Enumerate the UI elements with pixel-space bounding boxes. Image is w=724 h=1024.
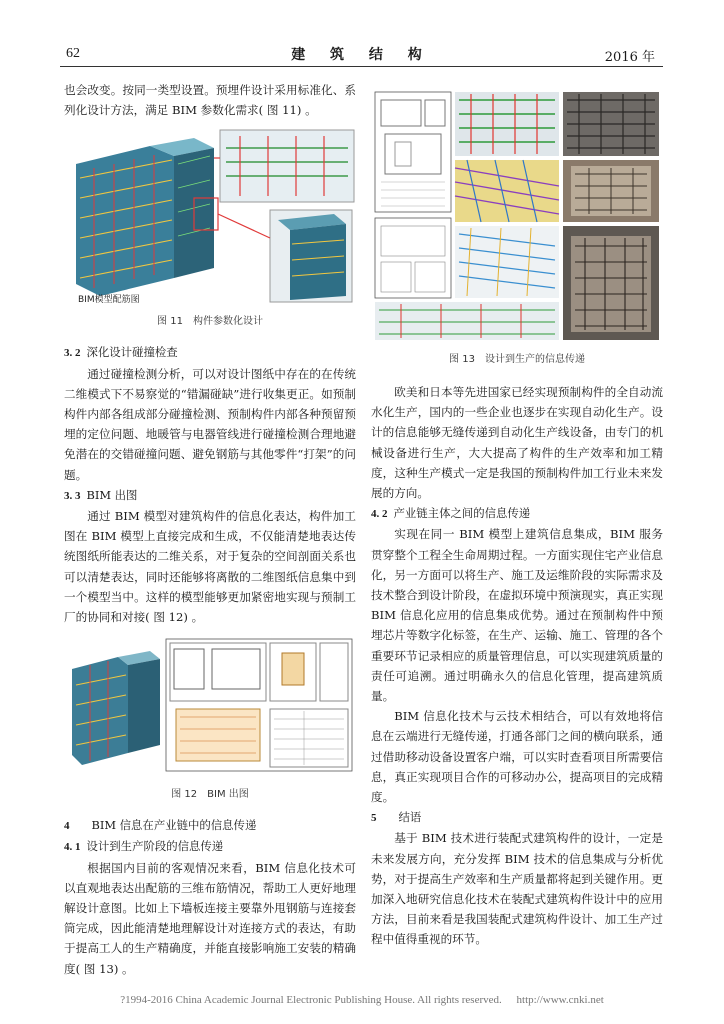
figure-11-image [64, 128, 356, 306]
copyright-notice: ?1994-2016 China Academic Journal Electronic Publishing House. All rights reserved. [120, 994, 502, 1006]
section-4-number: 4 [64, 820, 70, 833]
intro-paragraph: 也会改变。按同一类型设置。预埋件设计采用标准化、系列化设计方法，满足 BIM 参数化需求( 图 11) 。 [64, 83, 356, 118]
section-4-2-paragraph-2: BIM 信息化技术与云技术相结合，可以有效地将信息在云端进行无缝传递，打通各部门之间的横向联系，通过借助移动设备设置客户端，可以实时查看项目所需要信息，真正实现项目合作的可移动办公，提高项目的完成精度。 [371, 709, 663, 805]
section-4-title: BIM 信息在产业链中的信息传递 [91, 818, 257, 833]
europe-paragraph: 欧美和日本等先进国家已经实现预制构件的全自动流水化生产，国内的一些企业也逐步在实现自动化生产。设计的信息能够无缝传递到自动化生产线设备，由专门的机械设备进行生产，大大提高了构件的生产效率和加工精度，这种生产模式一定是我国的预制构件加工行业未来发展的方向。 [371, 385, 663, 501]
section-4-2-heading [371, 503, 663, 524]
section-4-1-paragraph: 根据国内目前的客观情况来看，BIM 信息化技术可以直观地表达出配筋的三维布筋情况，帮助工人更好地理解设计意图。比如上下墙板连接主要靠外甩钢筋与连接套筒完成，因此能清楚地理解设计对连接方式的表达，有助于提高工人的生产精确度，并能直接影响施工安装的精确度( 图 13) 。 [64, 860, 356, 976]
section-5-number: 5 [371, 812, 377, 825]
left-column [64, 80, 356, 979]
section-3-2-title: 深化设计碰撞检查 [86, 345, 178, 360]
right-column [371, 80, 663, 950]
journal-year: 2016 年 [604, 50, 655, 65]
page-number: 62 [66, 46, 80, 61]
section-4-heading [64, 815, 356, 836]
figure-11 [64, 128, 356, 306]
figure-11-label: BIM模型配筋图 [78, 295, 140, 306]
section-4-1-title: 设计到生产阶段的信息传递 [86, 839, 224, 854]
section-3-3-number: 3. 3 [64, 489, 81, 502]
section-3-3-heading [64, 485, 356, 506]
figure-12 [64, 635, 356, 775]
footer-url: http://www.cnki.net [516, 994, 604, 1006]
figure-12-image [64, 635, 356, 775]
journal-title: 建 筑 结 构 [291, 47, 432, 63]
section-3-3-paragraph: 通过 BIM 模型对建筑构件的信息化表达，构件加工图在 BIM 模型上直接完成和生成，不仅能清楚地表达传统图纸所能表达的二维关系，对于复杂的空间剖面关系也可以清楚表达，同时还能够将离散的二维图纸信息集中到一个模型当中。这样的模型能够更加紧密地实现与预制工厂的协同和对接( 图 12) 。 [64, 509, 356, 625]
section-3-2-heading [64, 342, 356, 363]
figure-11-caption: 图 11 构件参数化设计 [157, 316, 263, 328]
section-5-title: 结语 [398, 810, 422, 825]
section-3-2-paragraph: 通过碰撞检测分析，可以对设计图纸中存在的在传统二维模式下不易察觉的“错漏碰缺”进行收集更正。如预制构件内部各组成部分碰撞检测、预制构件内部各种预留预埋的定位问题、地暖管与电器管线进行碰撞检测合理地避免潜在的交错碰撞问题、避免钢筋与其他零件“打架”的问题。 [64, 366, 356, 482]
section-4-1-heading [64, 836, 356, 857]
section-4-1-number: 4. 1 [64, 841, 81, 854]
section-5-paragraph: 基于 BIM 技术进行装配式建筑构件的设计，一定是未来发展方向，充分发挥 BIM 技术的信息集成与分析优势，对于提高生产效率和生产质量都将起到关键作用。更加深入地研究信息化技术在装配式建筑构件设计中的应用方法，目前来看是我国装配式建筑构件设计、加工生产过程中值得重视的环节。 [371, 831, 663, 947]
section-5-heading [371, 807, 663, 828]
figure-13-caption: 图 13 设计到生产的信息传递 [449, 354, 585, 365]
section-4-2-paragraph-1: 实现在同一 BIM 模型上建筑信息集成，BIM 服务贯穿整个工程全生命周期过程。一方面实现住宅产业信息化，另一方面可以将生产、施工及运维阶段的实际需求及技术整合到设计阶段，在虚拟环境中预演现实，真正实现 BIM 信息化应用的信息集成优势。通过在预制构件中预埋芯片等数字化标签，在生产、运输、施工、管理的各个重要环节记录相应的质量管理信息，可以实现建筑质量的责任可追溯。通过明确永久的信息化管理，提高建筑质量。 [371, 527, 663, 704]
page-footer [0, 994, 724, 1006]
figure-13 [371, 86, 663, 344]
page-header [60, 44, 663, 66]
figure-13-image [371, 86, 663, 344]
section-3-2-number: 3. 2 [64, 347, 81, 360]
section-4-2-title: 产业链主体之间的信息传递 [393, 506, 531, 521]
section-3-3-title: BIM 出图 [86, 487, 138, 502]
figure-12-caption: 图 12 BIM 出图 [171, 789, 249, 801]
section-4-2-number: 4. 2 [371, 508, 388, 521]
header-divider [60, 66, 663, 67]
